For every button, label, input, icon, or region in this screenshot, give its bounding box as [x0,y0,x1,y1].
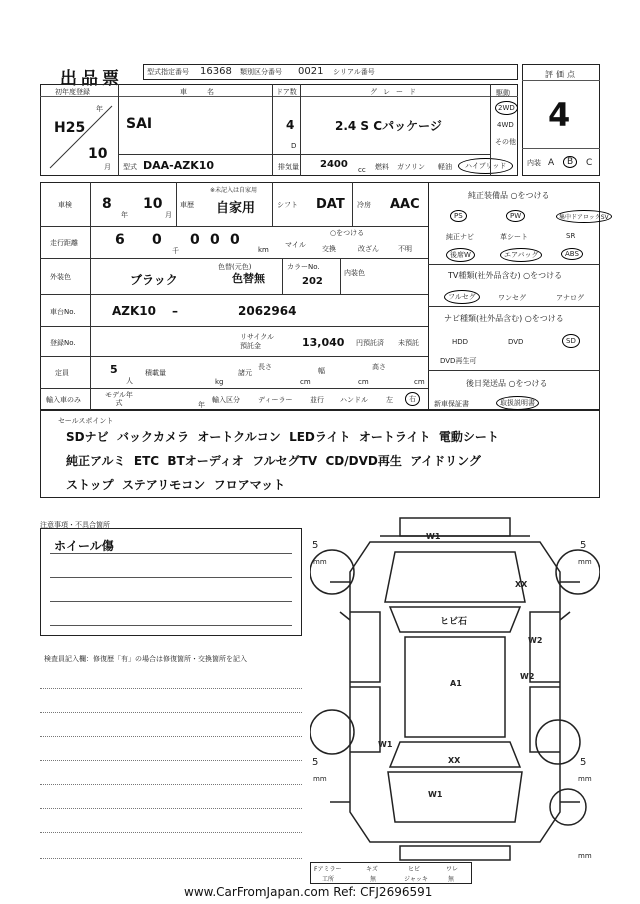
page-title: 出品票 [60,69,123,89]
equip-pw: PW [506,210,525,222]
legend-r1c3: ヒビ [408,866,421,873]
thousand-unit: 千 [172,247,179,255]
navi-title: ナビ種類(社外品含む) ○をつける [444,314,564,323]
model-year-unit: 年 [198,401,205,409]
color-no-value: 202 [302,276,323,287]
navi-hdd: HDD [452,338,469,346]
capacity-label: 定員 [55,369,69,377]
tire-depth-rl: 5 [312,757,319,768]
height-label: 高さ [372,363,386,371]
post-warranty: 新車保証書 [434,400,469,408]
ac-label: 冷房 [357,201,371,209]
serial-number-label: シリアル番号 [333,68,375,76]
legend-r2c2: 無 [370,876,377,883]
legend-r2c1: 工所 [322,876,335,883]
car-name: SAI [126,116,153,132]
diagram-mark-a1: A1 [450,679,462,688]
equip-central-lock: 集中ドアロックSV [556,210,612,223]
form-number: 16368 [200,66,232,77]
fuel-diesel: 軽油 [438,163,452,171]
usage-value: 自家用 [216,201,256,216]
equip-genuine-navi: 純正ナビ [446,233,474,241]
diagram-mark-w1-rear: W1 [428,790,443,799]
mileage-digit-1: 6 [115,232,125,248]
color-no-label: カラーNo. [287,263,320,271]
car-name-label: 車名 [180,88,234,96]
inspection-year-unit: 年 [121,211,128,219]
diagram-mark-w2-lower: W2 [520,672,535,681]
chassis-label: 車台No. [50,308,76,316]
sales-line-3: ストップ ステアリモコン フロアマット [66,478,286,492]
tire-spare-mm: mm [578,852,592,860]
notes-label: 注意事項・不具合箇所 [40,521,110,529]
recycle-unpaid: 未預託 [398,339,419,347]
shift-value: DAT [316,197,345,212]
color-label: 外装色 [50,273,71,281]
color-value: ブラック [130,273,178,287]
mileage-digit-4: 0 [210,232,220,248]
grade-value: 2.4 S Cパッケージ [335,119,442,133]
year-unit: 年 [96,105,103,113]
inspection-month-unit: 月 [165,211,172,219]
ac-value: AAC [390,197,420,212]
sales-line-2: 純正アルミ ETC BTオーディオ フルセグTV CD/DVD再生 アイドリング [66,454,481,468]
capacity-unit: 人 [126,377,133,385]
handle-label: ハンドル [340,396,368,404]
legend-r2c3: ジャッキ [404,876,428,883]
model-year-label: モデル年式 [105,391,133,407]
width-cm-unit: cm [358,378,369,386]
inspection-year: 8 [102,196,112,212]
reg-no-label: 登録No. [50,339,76,347]
chassis-number: 2062964 [238,304,297,318]
doors-label: ドア数 [276,88,297,96]
odo-replaced: 交換 [322,245,336,253]
door-suffix: D [291,142,297,150]
legend-r2c4: 無 [448,876,455,883]
inspection-label: 車検 [58,201,72,209]
legend-r1c4: ワレ [446,866,459,873]
navi-dvd: DVD [508,338,524,346]
sales-line-1: SDナビ バックカメラ オートクルコン LEDライト オートライト 電動シート [66,430,499,444]
first-reg-month: 10 [88,146,108,162]
evaluation-score: 4 [548,96,571,134]
dimension-label: 諸元 [238,369,252,377]
interior-label: 内装 [527,159,541,167]
diagram-mark-xx-right: XX [515,580,528,589]
load-kg-unit: kg [215,378,224,386]
shift-label: シフト [277,201,298,209]
tire-fl-mm: mm [313,558,327,566]
drive-label: 駆動 [496,89,510,97]
displacement-label: 排気量 [278,163,299,171]
drive-other: その他 [495,138,516,146]
category-number: 0021 [298,66,324,77]
import-label: 輸入車のみ [46,396,81,404]
navi-sd: SD [562,334,580,348]
post-manual: 取扱説明書 [496,396,539,410]
width-label: 幅 [318,367,325,375]
equip-leather: 革シート [500,233,528,241]
cc-unit: cc [358,166,366,174]
interior-a: A [548,158,555,168]
legend-r1c1: Fアミラー [314,866,342,873]
post-title: 後日発送品 ○をつける [466,379,548,388]
diagram-mark-w2-upper: W2 [528,636,543,645]
diagram-mark-xx-rear: XX [448,756,461,765]
month-unit: 月 [104,163,111,171]
inspection-month: 10 [143,196,163,212]
mile-label: マイル [285,241,306,249]
tire-depth-fl: 5 [312,540,319,551]
tv-title: TV種類(社外品含む) ○をつける [448,271,563,280]
genuine-title: 純正装備品 ○をつける [468,191,550,200]
tv-analog: アナログ [556,294,584,302]
interior-b-circled: B [563,156,577,168]
mileage-label: 走行距離 [50,239,78,247]
notes-entry: ホイール傷 [54,539,114,553]
import-dealer: ディーラー [258,396,293,404]
mileage-digit-2: 0 [152,232,162,248]
color-change-label: 色替(元色) [218,263,252,271]
displacement-value: 2400 [320,159,348,170]
category-number-label: 類別区分番号 [240,68,282,76]
length-label: 長さ [258,363,272,371]
diagram-mark-w1-left: W1 [378,740,393,749]
usage-label: 車歴 [180,201,194,209]
fuel-label: 燃料 [375,163,389,171]
height-cm-unit: cm [414,378,425,386]
km-unit: km [258,246,269,254]
model-code: DAA-AZK10 [143,159,215,172]
mileage-digit-3: 0 [190,232,200,248]
tv-oneseg: ワンセグ [498,294,526,302]
navi-dvd-play: DVD再生可 [440,357,477,365]
tire-rl-mm: mm [313,775,327,783]
length-cm-unit: cm [300,378,311,386]
mileage-digit-5: 0 [230,232,240,248]
color-change-value: 色替無 [232,272,265,285]
grade-label: グレード [370,88,422,96]
legend-r1c2: キズ [366,866,378,873]
load-label: 積載量 [145,369,166,377]
handle-right-circled: 右 [405,392,420,406]
tv-fullseg: フルセグ [444,290,480,304]
chassis-dash: – [172,304,178,318]
recycle-label: リサイクル預託金 [240,333,275,350]
fuel-gasoline: ガソリン [397,163,425,171]
drive-2wd-circled: 2WD [495,101,518,115]
odo-tampered: 改ざん [358,245,379,253]
equip-ps: PS [450,210,467,222]
doors-value: 4 [286,118,295,132]
fuel-hybrid-circled: ハイブリッド [458,158,513,174]
tire-fr-mm: mm [578,558,592,566]
diagram-mark-chip: ヒビ石 [440,617,468,627]
equip-rear-w: 後席W [446,248,475,262]
tire-rr-mm: mm [578,775,592,783]
handle-left: 左 [386,396,393,404]
import-type-label: 輸入区分 [212,396,240,404]
tire-depth-rr: 5 [580,757,587,768]
odo-options-label: ○をつける [330,229,365,237]
model-label: 型式 [123,163,137,171]
equip-sr: SR [566,232,576,240]
equip-airbag: エアバッグ [500,248,542,262]
form-number-label: 型式指定番号 [147,68,189,76]
interior-color-label: 内装色 [344,269,365,277]
recycle-amount: 13,040 [302,336,345,349]
diagram-mark-w1-front: W1 [426,532,441,541]
first-reg-label: 初年度登録 [55,88,90,96]
sales-points-label: セールスポイント [58,417,114,425]
recycle-status: 円預託済 [356,339,384,347]
tire-depth-fr: 5 [580,540,587,551]
equip-abs: ABS [561,248,583,260]
chassis-prefix: AZK10 [112,304,156,318]
score-label: 評価点 [545,70,578,79]
usage-note: ※未記入は自家用 [210,187,258,194]
odo-unknown: 不明 [398,245,412,253]
first-reg-year: H25 [54,120,86,136]
watermark: www.CarFromJapan.com Ref: CFJ2696591 [180,885,436,899]
drive-4wd: 4WD [497,121,514,129]
capacity-value: 5 [110,363,118,376]
import-parallel: 並行 [310,396,324,404]
interior-c: C [586,158,593,168]
inspector-label: 検査員記入欄：修復歴「有」の場合は修復箇所・交換箇所を記入 [44,655,247,663]
